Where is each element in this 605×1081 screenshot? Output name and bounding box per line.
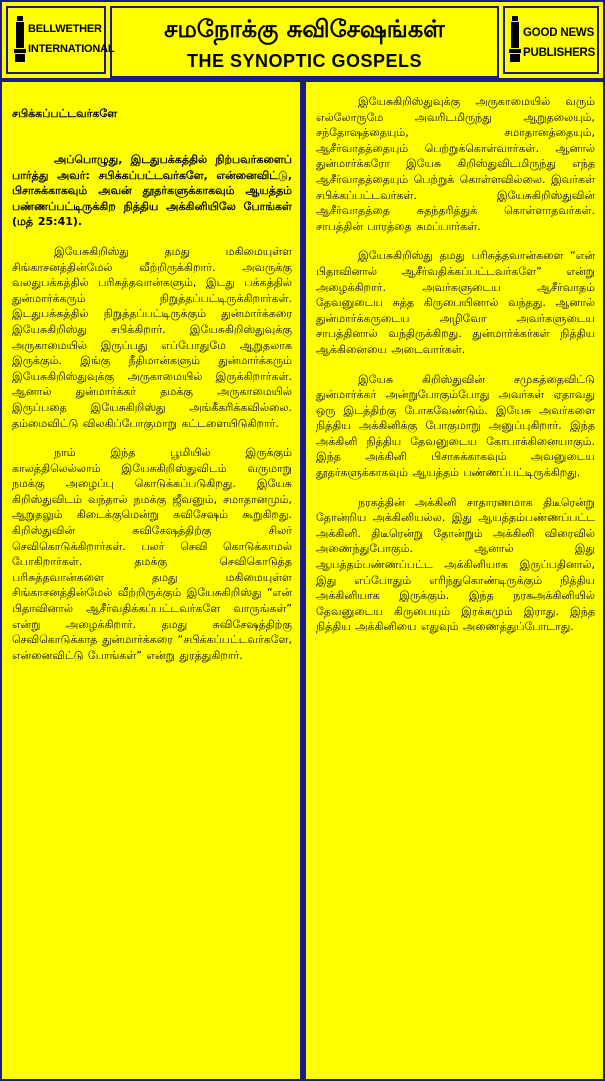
logo-left-line2: INTERNATIONAL	[28, 43, 115, 55]
logo-right-text	[523, 26, 595, 60]
paragraph: இயேசுகிறிஸ்து தமது பரிசுத்தவான்களை “என் பிதாவினால் ஆசீர்வதிக்கப்பட்டவர்களே” என்று அழைக்கிறார். அவர்களுடைய ஆசீர்வாதம் தேவனுடைய சுத்த கிருபையினால் வந்தது. ஆனால் துன்மார்க்கருடைய அழிவோ அவர்களுடைய சாபத்தினால் வந்திருக்கிறது. துன்மார்க்கர்கள் நித்திய ஆக்கினையை அடைவார்கள்.	[316, 249, 595, 356]
lamp-icon	[14, 16, 26, 62]
bellwether-logo	[6, 6, 115, 74]
logo-right-line2: PUBLISHERS	[523, 47, 596, 59]
good-news-logo	[503, 6, 599, 74]
header-banner	[0, 0, 605, 80]
paragraph: இயேசுகிறிஸ்துவுக்கு அருகாமையில் வரும் எல்லோருமே அவரிடமிருந்து ஆறுதலையும், சந்தோஷத்தையும், சமாதானத்தையும், ஆசீர்வாதத்தையும் பெற்றுக்கொள்வார்கள். ஆனால் துன்மார்க்கரோ இயேசு கிறிஸ்துவிடமிருந்து எந்த ஆசீர்வாதத்தையும் பெற்றுக் கொள்ளவில்லை. இவர்கள் சபிக்கப்பட்டவர்கள். இயேசுகிறிஸ்துவின் ஆசீர்வாதத்தை சுதந்தரித்துக் கொள்ளாதவர்கள். சாபத்தின் பாரத்தை சுமப்பார்கள்.	[316, 95, 595, 233]
page-title-tamil: சமநோக்கு சுவிசேஷங்கள்	[164, 15, 445, 43]
paragraph: இயேசுகிறிஸ்து தமது மகிமையுள்ள சிங்காசனத்தின்மேல் வீற்றிருக்கிறார். அவருக்கு வலதுபக்கத்தில் பரிசுத்தவான்களும், இடது பக்கத்தில் துன்மார்க்கரும் நிறுத்தப்பட்டிருக்கிறார்கள். இடதுபக்கத்தில் நிறுத்தப்பட்டிருக்கும் துன்மார்க்கரை இயேசுகிறிஸ்து சபிக்கிறார். இயேசுகிறிஸ்துவுக்கு அருகாமையில் இருப்பது எப்போதுமே ஆறுதலாக இருக்கும். இங்கு நீதிமான்களும் துன்மார்க்கரும் இயேசுகிறிஸ்துவுக்கு அருகாமையில் இருக்கிறார்கள். ஆனால் துன்மார்க்கர் தமக்கு அருகாமையில் இருப்பதை இயேசுகிறிஸ்து அங்கீகரிக்கவில்லை. தம்மைவிட்டு விலகிப்போகுமாறு கட்டளையிடுகிறார்.	[12, 244, 292, 430]
left-column	[0, 80, 303, 1081]
lamp-icon	[509, 16, 521, 62]
section-heading: சபிக்கப்பட்டவர்களே	[12, 107, 118, 120]
paragraph: நாம் இந்த பூமியில் இருக்கும் காலத்திலெல்லாம் இயேசுகிறிஸ்துவிடம் வருமாறு நமக்கு அழைப்பு கொடுக்கப்படுகிறது. இயேசு கிறிஸ்துவிடம் வந்தால் நமக்கு ஜீவனும், சமாதானமும், ஆறுதலும் கிடைக்குமென்று சுவிசேஷம் கூறுகிறது. கிறிஸ்துவின் சுவிசேஷத்திற்கு சிலர் செவிகொடுக்கிறார்கள். பலர் செவி கொடுக்காமல் போகிறார்கள். தமக்கு செவிகொடுத்த பரிசுத்தவான்களை தமது மகிமையுள்ள சிங்காசனத்தின்மேல் வீற்றிருக்கும் இயேசுகிறிஸ்து “என் பிதாவினால் ஆசீர்வதிக்கப்பட்டவர்களே வாருங்கள்” என்று அழைக்கிறார். தமது சுவிசேஷத்திற்கு செவிகொடுக்காத துன்மார்க்கரை “சபிக்கப்பட்டவர்களே, என்னைவிட்டு போங்கள்” என்று துரத்துகிறார்.	[12, 446, 292, 662]
page-title-english: THE SYNOPTIC GOSPELS	[186, 51, 423, 71]
logo-left-text	[28, 22, 114, 56]
right-column	[303, 80, 605, 1081]
scripture-quote: அப்பொழுது, இடதுபக்கத்தில் நிற்பவர்களைப் பார்த்து அவர்: சபிக்கப்பட்டவர்களே, என்னைவிட்டு, பிசாசுக்காகவும் அவன் தூதர்களுக்காகவும் ஆயத்தம் பண்ணப்பட்டிருக்கிற நித்திய அக்கினியிலே போங்கள் (மத் 25:41).	[12, 153, 292, 229]
logo-right-line1: GOOD NEWS	[523, 27, 595, 39]
title-box	[110, 6, 499, 78]
paragraph: நரகத்தின் அக்கினி சாதாரணமாக திடீரென்று தோன்றிய அக்கினியல்ல. இது ஆயத்தம்பண்ணப்பட்ட அக்கினி. திடீரென்று தோன்றும் அக்கினி விரைவில் அணைந்துபோகும். ஆனால் இது ஆயத்தம்பண்ணப்பட்ட அக்கினியாக இருப்பதினால், இது எப்போதும் எரிந்துகொண்டிருக்கும் நித்திய அக்கினியாக இருக்கும். இந்த நரகஅக்கினியில் தேவனுடைய கிருபையும் இரக்கமும் இராது. இந்த நித்திய அக்கினியை எதுவும் அணைத்துப்போடாது.	[316, 495, 595, 634]
paragraph: இயேசு கிறிஸ்துவின் சமுகத்தைவிட்டு துன்மார்க்கர் அன்றுபோகும்போது அவர்கள் ஏதாவது ஒரு இடத்திற்கு போகவேண்டும். இயேசு அவர்களை நித்திய அக்கினிக்கு போகுமாறு அனுப்புகிறார். இந்த அக்கினி நித்திய தேவனுடைய கோபாக்கினையாகும். இந்த அக்கினி பிசாசுக்காகவும் அவனுடைய தூதர்களுக்காகவும் ஆயத்தம் பண்ணப்பட்டிருக்கிறது.	[316, 372, 595, 480]
logo-left-line1: BELLWETHER	[28, 23, 102, 35]
